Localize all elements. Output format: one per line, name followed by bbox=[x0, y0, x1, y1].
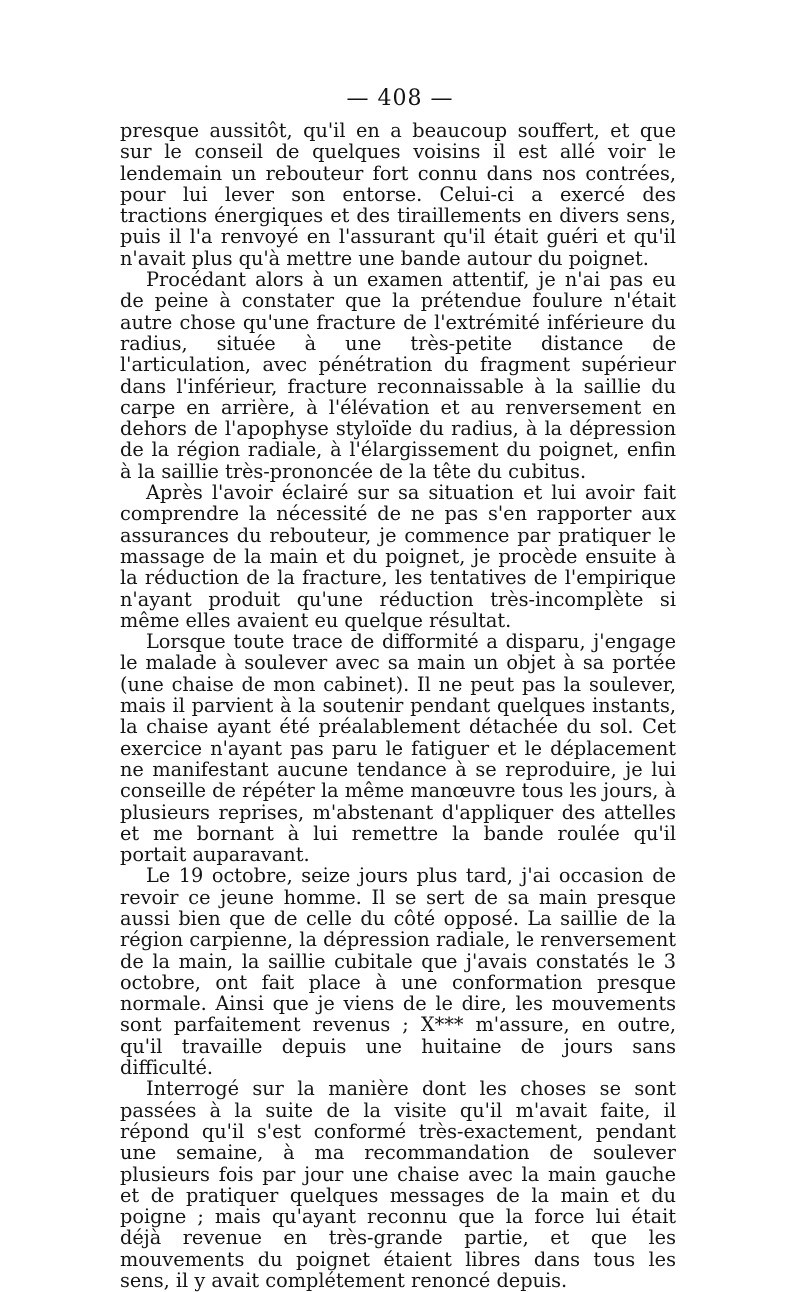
paragraph: Lorsque toute trace de difformité a disparu, j'engage le malade à soulever avec sa main un objet à sa portée (une chaise de mon cabinet). Il ne peut pas la soulever, mais il parvient à la soutenir pendant quelques instants, la chaise ayant été préalablement détachée du sol. Cet exercice n'ayant pas paru le fatiguer et le déplacement ne manifestant aucune tendance à se reproduire, je lui conseille de répéter la même manœuvre tous les jours, à plusieurs reprises, m'abstenant d'appliquer des attelles et me bornant à lui remettre la bande roulée qu'il portait auparavant. bbox=[120, 630, 676, 867]
body-text bbox=[120, 120, 676, 1291]
paragraph: Après l'avoir éclairé sur sa situation et lui avoir fait comprendre la nécessité de ne pas s'en rapporter aux assurances du rebouteur, je commence par pratiquer le massage de la main et du poignet, je procède ensuite à la réduction de la fracture, les tentatives de l'empirique n'ayant produit qu'une réduction très-incomplète si même elles avaient eu quelque résultat. bbox=[120, 481, 676, 632]
paragraph: Procédant alors à un examen attentif, je n'ai pas eu de peine à constater que la prétendue foulure n'était autre chose qu'une fracture de l'extrémité inférieure du radius, située à une très-petite distance de l'articulation, avec pénétration du fragment supérieur dans l'inférieur, fracture reconnaissable à la saillie du carpe en arrière, à l'élévation et au renversement en dehors de l'apophyse styloïde du radius, à la dépression de la région radiale, à l'élargissement du poignet, enfin à la saillie très-prononcée de la tête du cubitus. bbox=[120, 268, 676, 483]
page-number: — 408 — bbox=[346, 86, 454, 111]
paragraph: Interrogé sur la manière dont les choses se sont passées à la suite de la visite qu'il m'avait faite, il répond qu'il s'est conformé très-exactement, pendant une semaine, à ma recommandation de soulever plusieurs fois par jour une chaise avec la main gauche et de pratiquer quelques messages de la main et du poigne ; mais qu'ayant reconnu que la force lui était déjà revenue en très-grande partie, et que les mouvements du poignet étaient libres dans tous les sens, il y avait complétement renoncé depuis. bbox=[120, 1077, 676, 1292]
paragraph: Le 19 octobre, seize jours plus tard, j'ai occasion de revoir ce jeune homme. Il se sert de sa main presque aussi bien que de celle du côté opposé. La saillie de la région carpienne, la dépression radiale, le renversement de la main, la saillie cubitale que j'avais constatés le 3 octobre, ont fait place à une conformation presque normale. Ainsi que je viens de le dire, les mouvements sont parfaitement revenus ; X*** m'assure, en outre, qu'il travaille depuis une huitaine de jours sans difficulté. bbox=[120, 864, 676, 1080]
paragraph: presque aussitôt, qu'il en a beaucoup souffert, et que sur le conseil de quelques voisins il est allé voir le lendemain un rebouteur fort connu dans nos contrées, pour lui lever son entorse. Celui-ci a exercé des tractions énergiques et des tiraillements en divers sens, puis il l'a renvoyé en l'assurant qu'il était guéri et qu'il n'avait plus qu'à mettre une bande autour du poignet. bbox=[120, 119, 676, 270]
